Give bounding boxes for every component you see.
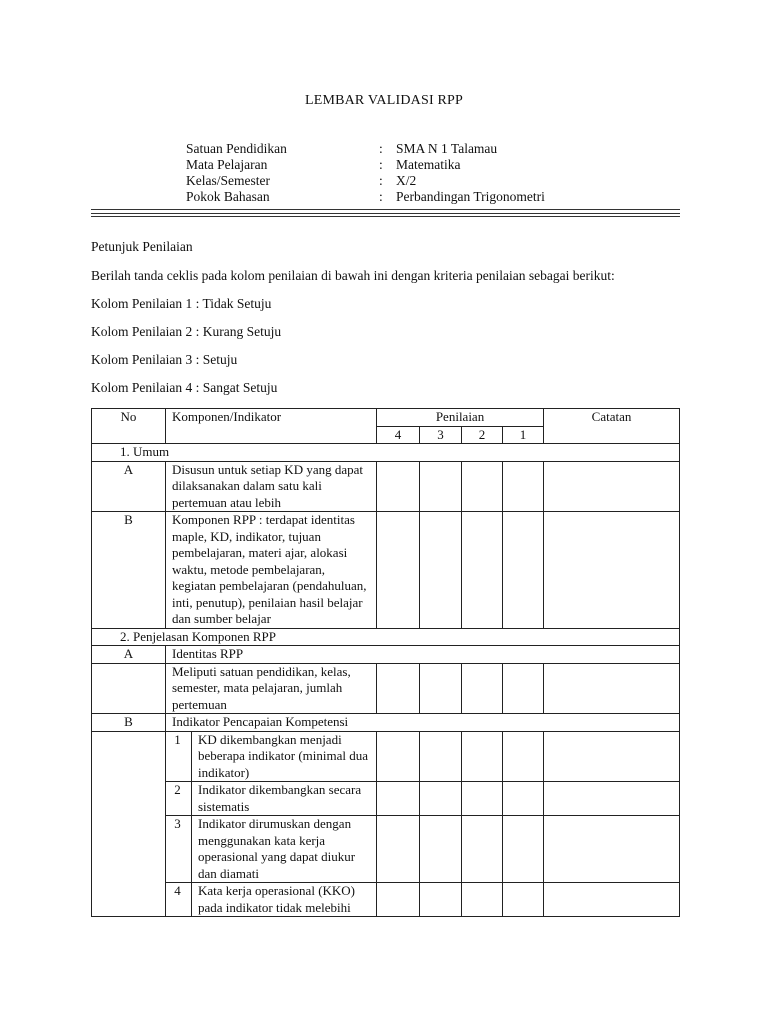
notes-cell[interactable] — [544, 883, 680, 917]
page-title: LEMBAR VALIDASI RPP — [304, 93, 464, 108]
section-row — [92, 444, 680, 462]
notes-cell[interactable] — [544, 663, 680, 714]
row-number: B — [92, 512, 166, 629]
table-row — [92, 816, 680, 883]
notes-cell[interactable] — [544, 782, 680, 816]
table-row — [92, 663, 680, 714]
score-cell[interactable] — [462, 663, 503, 714]
row-number: A — [92, 461, 166, 512]
score-cell[interactable] — [503, 883, 544, 917]
table-row — [92, 714, 680, 732]
score-cell[interactable] — [462, 461, 503, 512]
score-cell[interactable] — [503, 461, 544, 512]
indicator-number: 3 — [166, 816, 192, 883]
scale-item: Kolom Penilaian 1 : Tidak Setuju — [91, 296, 272, 311]
score-cell[interactable] — [377, 731, 420, 782]
scale-item: Kolom Penilaian 4 : Sangat Setuju — [91, 380, 278, 395]
row-number: A — [92, 646, 166, 664]
header-catatan: Catatan — [544, 409, 680, 444]
identity-label: Satuan Pendidikan — [186, 141, 287, 156]
score-cell[interactable] — [462, 731, 503, 782]
identity-label: Kelas/Semester — [186, 173, 270, 188]
row-number-empty — [92, 663, 166, 714]
scale-item: Kolom Penilaian 2 : Kurang Setuju — [91, 324, 282, 339]
indicator-number: 1 — [166, 731, 192, 782]
score-cell[interactable] — [420, 512, 462, 629]
table-row — [92, 883, 680, 917]
row-text: Meliputi satuan pendidikan, kelas, semester, mata pelajaran, jumlah pertemuan — [166, 663, 377, 714]
score-cell[interactable] — [377, 816, 420, 883]
scale-item: Kolom Penilaian 3 : Setuju — [91, 352, 238, 367]
score-cell[interactable] — [462, 816, 503, 883]
identity-colon: : — [379, 157, 383, 172]
row-number-empty — [92, 731, 166, 917]
score-cell[interactable] — [377, 461, 420, 512]
score-cell[interactable] — [503, 782, 544, 816]
score-cell[interactable] — [420, 883, 462, 917]
score-cell[interactable] — [420, 816, 462, 883]
table-row — [92, 461, 680, 512]
score-cell[interactable] — [503, 816, 544, 883]
score-cell[interactable] — [377, 883, 420, 917]
identity-value: Matematika — [396, 157, 461, 172]
notes-cell[interactable] — [544, 816, 680, 883]
identity-value: SMA N 1 Talamau — [396, 141, 498, 156]
notes-cell[interactable] — [544, 461, 680, 512]
header-komponen: Komponen/Indikator — [166, 409, 377, 444]
score-cell[interactable] — [420, 663, 462, 714]
score-header: 2 — [462, 426, 503, 444]
score-cell[interactable] — [462, 512, 503, 629]
section-title: 1. Umum — [92, 444, 680, 462]
section-row — [92, 628, 680, 646]
score-header: 4 — [377, 426, 420, 444]
identity-colon: : — [379, 173, 383, 188]
score-cell[interactable] — [503, 731, 544, 782]
row-text: Disusun untuk setiap KD yang dapat dilaksanakan dalam satu kali pertemuan atau lebih — [166, 461, 377, 512]
divider-line — [91, 213, 680, 214]
identity-label: Mata Pelajaran — [186, 157, 268, 172]
indicator-text: Indikator dirumuskan dengan menggunakan kata kerja operasional yang dapat diukur dan diamati — [192, 816, 377, 883]
divider-line — [91, 216, 680, 217]
score-cell[interactable] — [462, 883, 503, 917]
identity-colon: : — [379, 189, 383, 204]
table-row — [92, 782, 680, 816]
indicator-text: Kata kerja operasional (KKO) pada indikator tidak melebihi — [192, 883, 377, 917]
identity-value: X/2 — [396, 173, 417, 188]
row-number: B — [92, 714, 166, 732]
indicator-number: 4 — [166, 883, 192, 917]
instructions-heading: Petunjuk Penilaian — [91, 239, 193, 254]
table-row — [92, 646, 680, 664]
score-cell[interactable] — [377, 512, 420, 629]
score-header: 1 — [503, 426, 544, 444]
score-cell[interactable] — [377, 663, 420, 714]
score-header: 3 — [420, 426, 462, 444]
indicator-text: KD dikembangkan menjadi beberapa indikator (minimal dua indikator) — [192, 731, 377, 782]
section-title: 2. Penjelasan Komponen RPP — [92, 628, 680, 646]
header-no: No — [92, 409, 166, 444]
header-penilaian: Penilaian — [377, 409, 544, 427]
score-cell[interactable] — [503, 663, 544, 714]
score-cell[interactable] — [503, 512, 544, 629]
validation-table — [91, 408, 680, 917]
table-row — [92, 512, 680, 629]
divider-line — [91, 209, 680, 210]
identity-value: Perbandingan Trigonometri — [396, 189, 545, 204]
score-cell[interactable] — [462, 782, 503, 816]
notes-cell[interactable] — [544, 731, 680, 782]
identity-colon: : — [379, 141, 383, 156]
indicator-text: Indikator dikembangkan secara sistematis — [192, 782, 377, 816]
notes-cell[interactable] — [544, 512, 680, 629]
score-cell[interactable] — [420, 731, 462, 782]
table-header-row — [92, 409, 680, 427]
score-cell[interactable] — [420, 782, 462, 816]
row-text: Identitas RPP — [166, 646, 680, 664]
identity-label: Pokok Bahasan — [186, 189, 270, 204]
row-text: Komponen RPP : terdapat identitas maple, KD, indikator, tujuan pembelajaran, materi ajar, alokasi waktu, metode pembelajaran, kegiatan pembelajaran (pendahuluan, inti, penutup), penilaian hasil belajar dan sumber belajar — [166, 512, 377, 629]
score-cell[interactable] — [420, 461, 462, 512]
instructions-intro: Berilah tanda ceklis pada kolom penilaian di bawah ini dengan kriteria penilaian sebagai berikut: — [91, 268, 615, 283]
indicator-number: 2 — [166, 782, 192, 816]
row-text: Indikator Pencapaian Kompetensi — [166, 714, 680, 732]
table-row — [92, 731, 680, 782]
score-cell[interactable] — [377, 782, 420, 816]
